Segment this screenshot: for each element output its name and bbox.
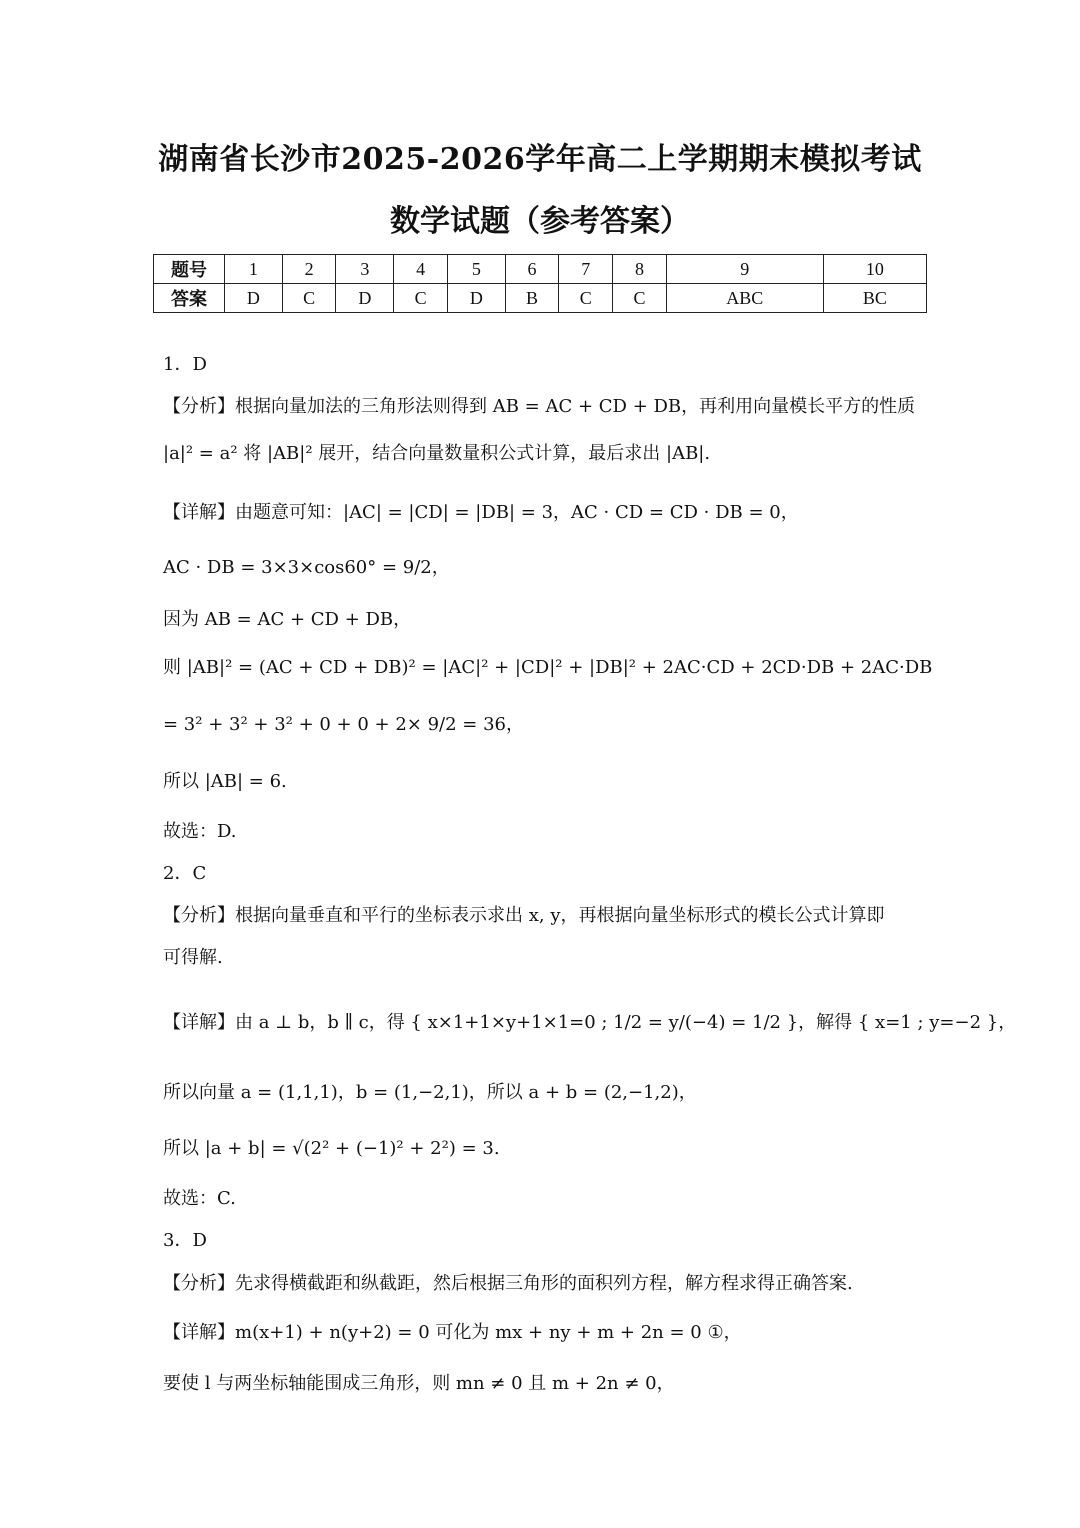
answer-cell: ABC (666, 284, 823, 313)
q2-analysis-line1: 【分析】根据向量垂直和平行的坐标表示求出 x, y，再根据向量坐标形式的模长公式计算即 (163, 905, 885, 926)
answer-cell: C (394, 284, 448, 313)
answer-cell: D (336, 284, 394, 313)
question-number: 7 (559, 255, 613, 284)
q3-detail-line1: 【详解】m(x+1) + n(y+2) = 0 可化为 mx + ny + m + 2n = 0 ①， (163, 1322, 742, 1343)
question-number: 9 (666, 255, 823, 284)
q1-detail-line2: AC · DB = 3×3×cos60° = 9/2， (163, 557, 450, 578)
answer-table-row-numbers (154, 255, 927, 284)
q1-analysis-line1: 【分析】根据向量加法的三角形法则得到 AB = AC + CD + DB，再利用向量模长平方的性质 (163, 396, 916, 417)
q1-detail-line3: 因为 AB = AC + CD + DB， (163, 609, 412, 630)
question-number: 8 (613, 255, 667, 284)
page-subtitle: 数学试题（参考答案） (390, 204, 690, 239)
q3-detail-line2: 要使 l 与两坐标轴能围成三角形，则 mn ≠ 0 且 m + 2n ≠ 0， (163, 1373, 675, 1394)
answer-table (153, 254, 927, 313)
answer-cell: D (447, 284, 505, 313)
question-number: 6 (505, 255, 559, 284)
question-number: 4 (394, 255, 448, 284)
question-number: 1 (225, 255, 283, 284)
answer-table-row-answers (154, 284, 927, 313)
question-number: 2 (282, 255, 336, 284)
q2-detail-line1: 【详解】由 a ⊥ b，b ∥ c，得 { x×1+1×y+1×1=0 ; 1/2 = y/(−4) = 1/2 }，解得 { x=1 ; y=−2 }， (163, 1012, 1017, 1033)
page-title: 湖南省长沙市2025-2026学年高二上学期期末模拟考试 (158, 142, 922, 177)
answer-cell: C (559, 284, 613, 313)
q2-heading: 2．C (163, 863, 207, 884)
answer-cell: B (505, 284, 559, 313)
q2-detail-line2: 所以向量 a = (1,1,1)，b = (1,−2,1)，所以 a + b = (2,−1,2)， (163, 1082, 697, 1103)
question-number: 5 (447, 255, 505, 284)
q1-conclusion: 故选：D. (163, 821, 237, 842)
row-label-numbers: 题号 (154, 255, 225, 284)
q2-conclusion: 故选：C. (163, 1188, 236, 1209)
answer-cell: D (225, 284, 283, 313)
answer-cell: C (613, 284, 667, 313)
question-number: 10 (823, 255, 926, 284)
q1-detail-line5: = 3² + 3² + 3² + 0 + 0 + 2× 9/2 = 36， (163, 714, 524, 735)
question-number: 3 (336, 255, 394, 284)
q1-detail-line1: 【详解】由题意可知：|AC| = |CD| = |DB| = 3，AC · CD = CD · DB = 0， (163, 502, 799, 523)
q1-detail-line6: 所以 |AB| = 6. (163, 771, 287, 792)
q3-analysis: 【分析】先求得横截距和纵截距，然后根据三角形的面积列方程，解方程求得正确答案. (163, 1273, 853, 1294)
row-label-answers: 答案 (154, 284, 225, 313)
q1-analysis-line2: |a|² = a² 将 |AB|² 展开，结合向量数量积公式计算，最后求出 |AB|. (163, 443, 711, 464)
q1-heading: 1．D (163, 354, 207, 375)
q1-detail-line4: 则 |AB|² = (AC + CD + DB)² = |AC|² + |CD|² + |DB|² + 2AC·CD + 2CD·DB + 2AC·DB (163, 657, 933, 678)
q2-detail-line3: 所以 |a + b| = √(2² + (−1)² + 2²) = 3. (163, 1138, 500, 1159)
q3-heading: 3．D (163, 1230, 207, 1251)
q2-analysis-line2: 可得解. (163, 947, 223, 968)
answer-cell: C (282, 284, 336, 313)
answer-cell: BC (823, 284, 926, 313)
